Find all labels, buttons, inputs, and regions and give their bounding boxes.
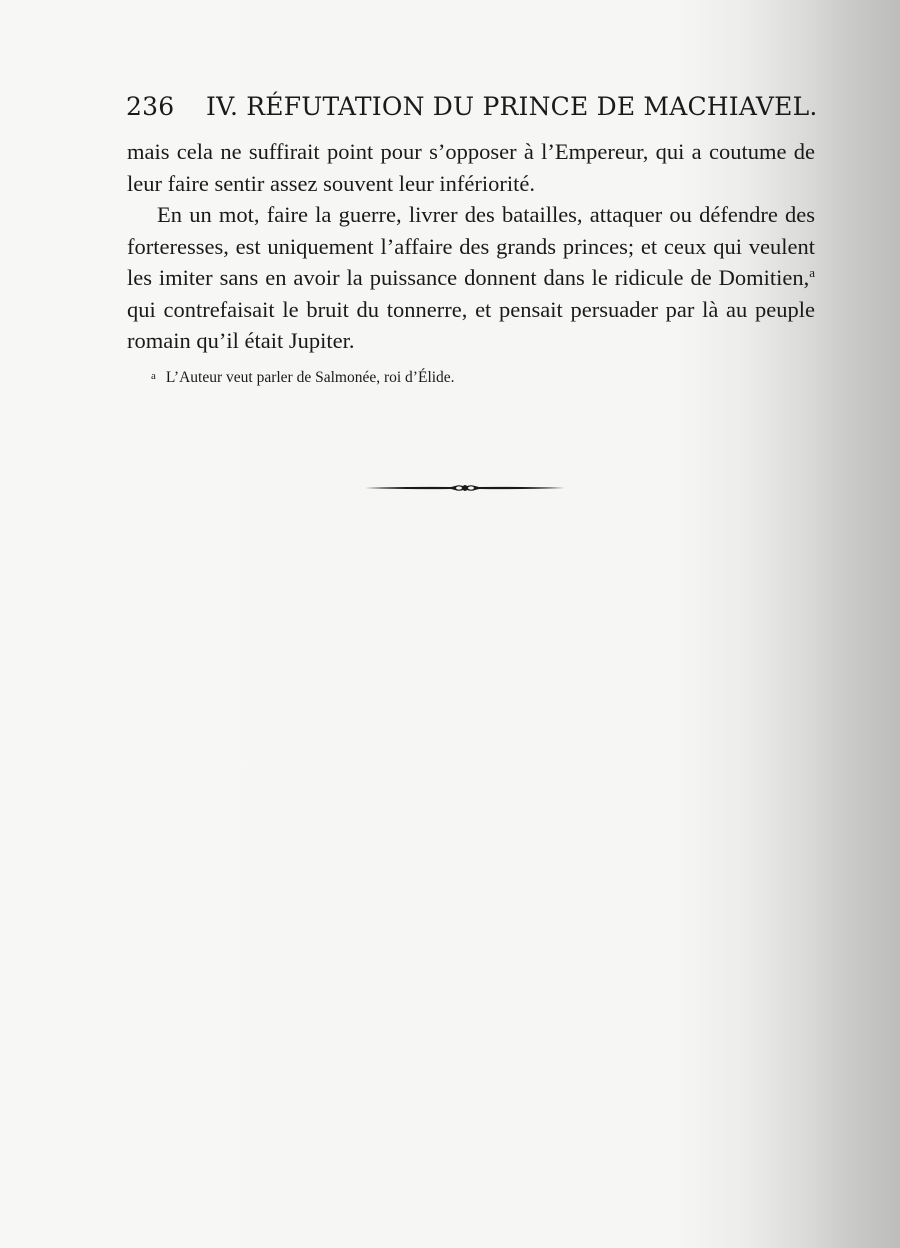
footnote bbox=[151, 369, 455, 387]
paragraph-2-part-2: qui contrefaisait le bruit du tonnerre, et pensait persuader par là au peuple romain qu’il était Jupiter. bbox=[127, 296, 815, 353]
paragraph-1: mais cela ne suffirait point pour s’opposer à l’Empereur, qui a coutume de leur faire sentir assez souvent leur infériorité. bbox=[127, 139, 815, 196]
ornament-divider-icon bbox=[363, 480, 567, 496]
paragraph-2 bbox=[127, 199, 815, 357]
page-number: 236 bbox=[126, 92, 175, 121]
footnote-reference: a bbox=[809, 265, 815, 280]
page-header bbox=[126, 92, 818, 124]
paragraph-2-part-1: En un mot, faire la guerre, livrer des batailles, attaquer ou défendre des forteresses, est uniquement l’affaire des grands princes; et ceux qui veulent les imiter sans en avoir la puissance donnent dans le ridicule de Domitien, bbox=[127, 202, 815, 290]
footnote-marker: a bbox=[151, 370, 156, 382]
running-title: IV. RÉFUTATION DU PRINCE DE MACHIAVEL. bbox=[206, 92, 818, 121]
main-text bbox=[127, 136, 815, 357]
footnote-text: L’Auteur veut parler de Salmonée, roi d’Élide. bbox=[165, 369, 455, 386]
